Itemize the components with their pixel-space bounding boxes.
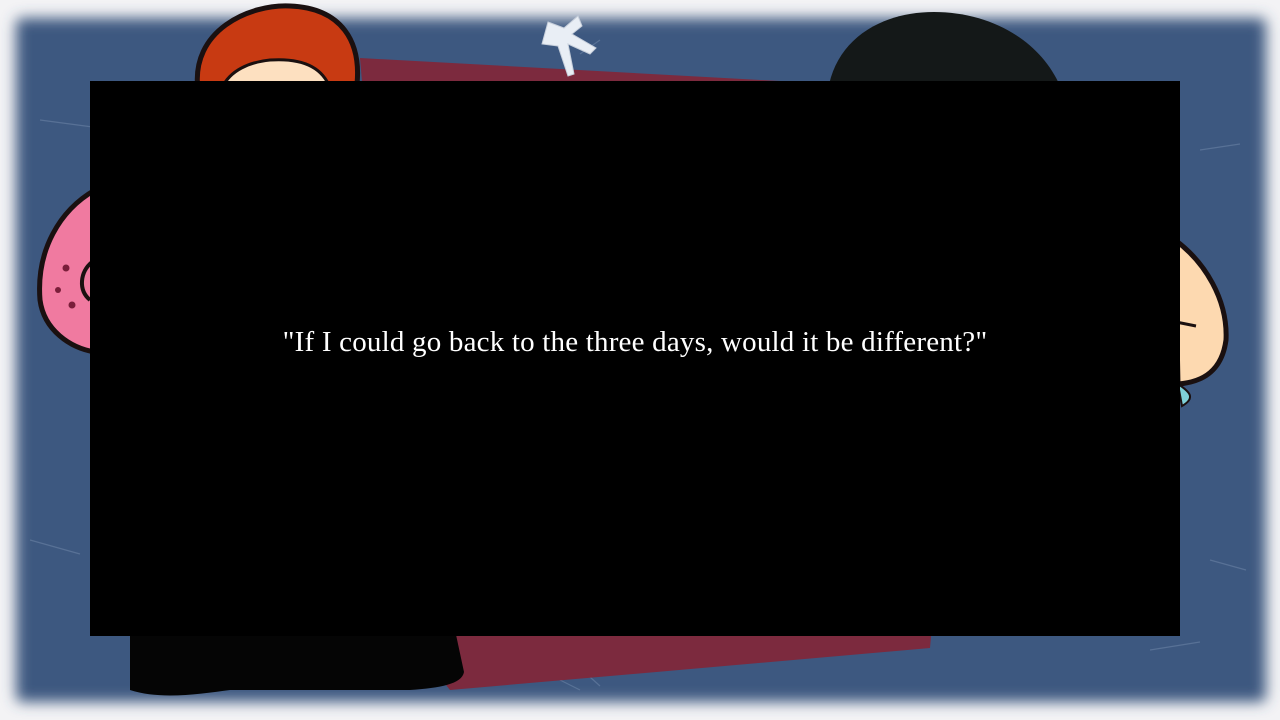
narration-text: "If I could go back to the three days, would it be different?" xyxy=(282,326,988,358)
narration-box[interactable] xyxy=(90,81,1180,636)
character-coat xyxy=(130,630,464,695)
